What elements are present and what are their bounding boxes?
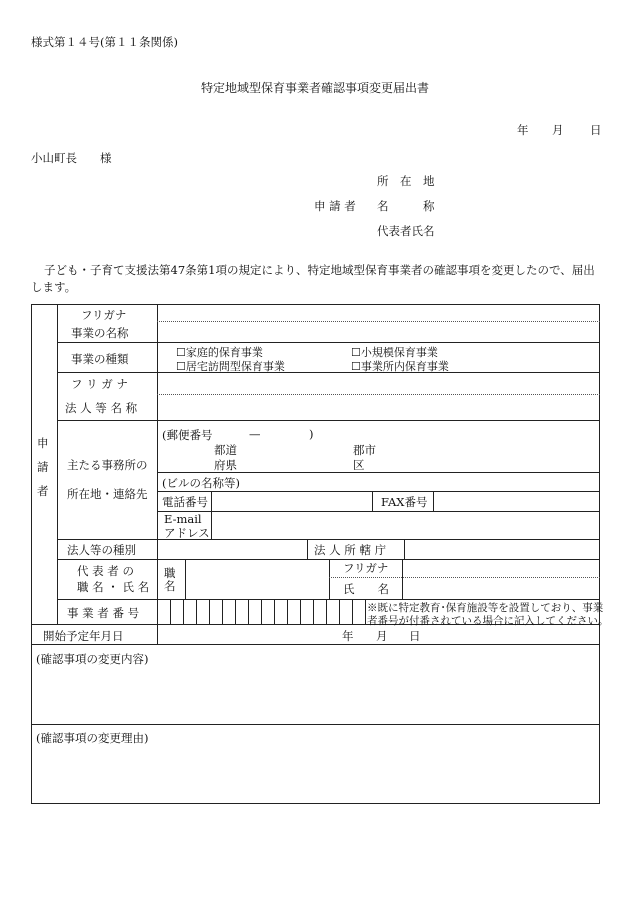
business-type-small-label: 小規模保育事業 (360, 346, 438, 359)
form-number: 様式第１４号(第１１条関係) (31, 35, 178, 49)
change-reason-label: (確認事項の変更理由) (36, 731, 149, 745)
email-label-1: E-mail (164, 512, 202, 526)
date-day-label: 日 (590, 123, 602, 137)
postal-dash: — (249, 427, 261, 441)
fax-label: FAX番号 (381, 495, 428, 509)
rep-title-name-label-2: 職 名 ・ 氏 名 (77, 580, 150, 594)
job-title-label-1: 職 (164, 566, 176, 580)
addressee: 小山町長 様 (31, 151, 112, 165)
checkbox-icon: ☐ (176, 346, 186, 359)
business-name-label: 事業の名称 (71, 326, 129, 340)
office-label-1: 主たる事務所の (67, 458, 148, 472)
office-label-2: 所在地・連絡先 (67, 487, 148, 501)
document-title: 特定地域型保育事業者確認事項変更届出書 (201, 81, 430, 95)
start-date-label: 開始予定年月日 (43, 629, 124, 643)
prefecture-label-2: 府県 (214, 458, 237, 472)
application-form-table (31, 304, 609, 804)
name-label: 名 称 (377, 199, 435, 213)
rep-furigana-label: フリガナ (343, 561, 389, 575)
furigana-label: フリガナ (81, 308, 127, 322)
side-label-1: 申 (37, 436, 49, 450)
business-type-label: 事業の種類 (71, 352, 129, 366)
postal-close: ) (309, 427, 314, 441)
phone-label: 電話番号 (162, 495, 208, 509)
body-text-line-1: 子ども・子育て支援法第47条第1項の規定により、特定地域型保育事業者の確認事項を変更したので、届出 (44, 263, 595, 277)
date-month-label: 月 (552, 123, 564, 137)
building-label: (ビルの名称等) (162, 476, 240, 490)
city-label-2: 区 (353, 458, 365, 472)
start-day-label: 日 (409, 629, 421, 643)
city-label-1: 郡市 (353, 443, 376, 457)
change-content-label: (確認事項の変更内容) (36, 652, 149, 666)
postal-label: (郵便番号 (162, 428, 213, 442)
business-number-label: 事 業 者 番 号 (67, 606, 140, 620)
email-label-2: アドレス (164, 526, 210, 540)
jurisdiction-label: 法 人 所 轄 庁 (314, 543, 387, 557)
corp-type-label: 法人等の種別 (67, 543, 136, 557)
checkbox-icon: ☐ (351, 360, 361, 373)
rep-name-label: 氏 名 (343, 582, 389, 596)
business-type-checkbox-workplace[interactable] (351, 358, 449, 374)
start-year-label: 年 (342, 629, 354, 643)
body-text-line-2: します。 (31, 280, 77, 294)
rep-title-name-label-1: 代 表 者 の (77, 564, 134, 578)
representative-label: 代表者氏名 (377, 224, 435, 238)
business-type-home-label: 家庭的保育事業 (185, 346, 263, 359)
corp-furigana-label: フ リ ガ ナ (71, 377, 128, 391)
job-title-label-2: 名 (164, 579, 176, 593)
corp-name-label: 法 人 等 名 称 (65, 401, 138, 415)
business-type-workplace-label: 事業所内保育事業 (360, 360, 449, 373)
applicant-label: 申 請 者 (314, 199, 356, 213)
side-label-2: 請 (37, 460, 49, 474)
checkbox-icon: ☐ (351, 346, 361, 359)
date-year-label: 年 (517, 123, 529, 137)
prefecture-label-1: 都道 (214, 443, 237, 457)
business-number-note-1: ※既に特定教育･保育施設等を設置しており、事業 (367, 602, 604, 614)
start-month-label: 月 (376, 629, 388, 643)
business-type-checkbox-visit[interactable] (176, 358, 285, 374)
business-type-visit-label: 居宅訪問型保育事業 (185, 360, 285, 373)
checkbox-icon: ☐ (176, 360, 186, 373)
side-label-3: 者 (37, 484, 49, 498)
business-number-note-2: 者番号が付番されている場合に記入してください。 (367, 615, 609, 627)
address-label: 所 在 地 (377, 174, 435, 188)
